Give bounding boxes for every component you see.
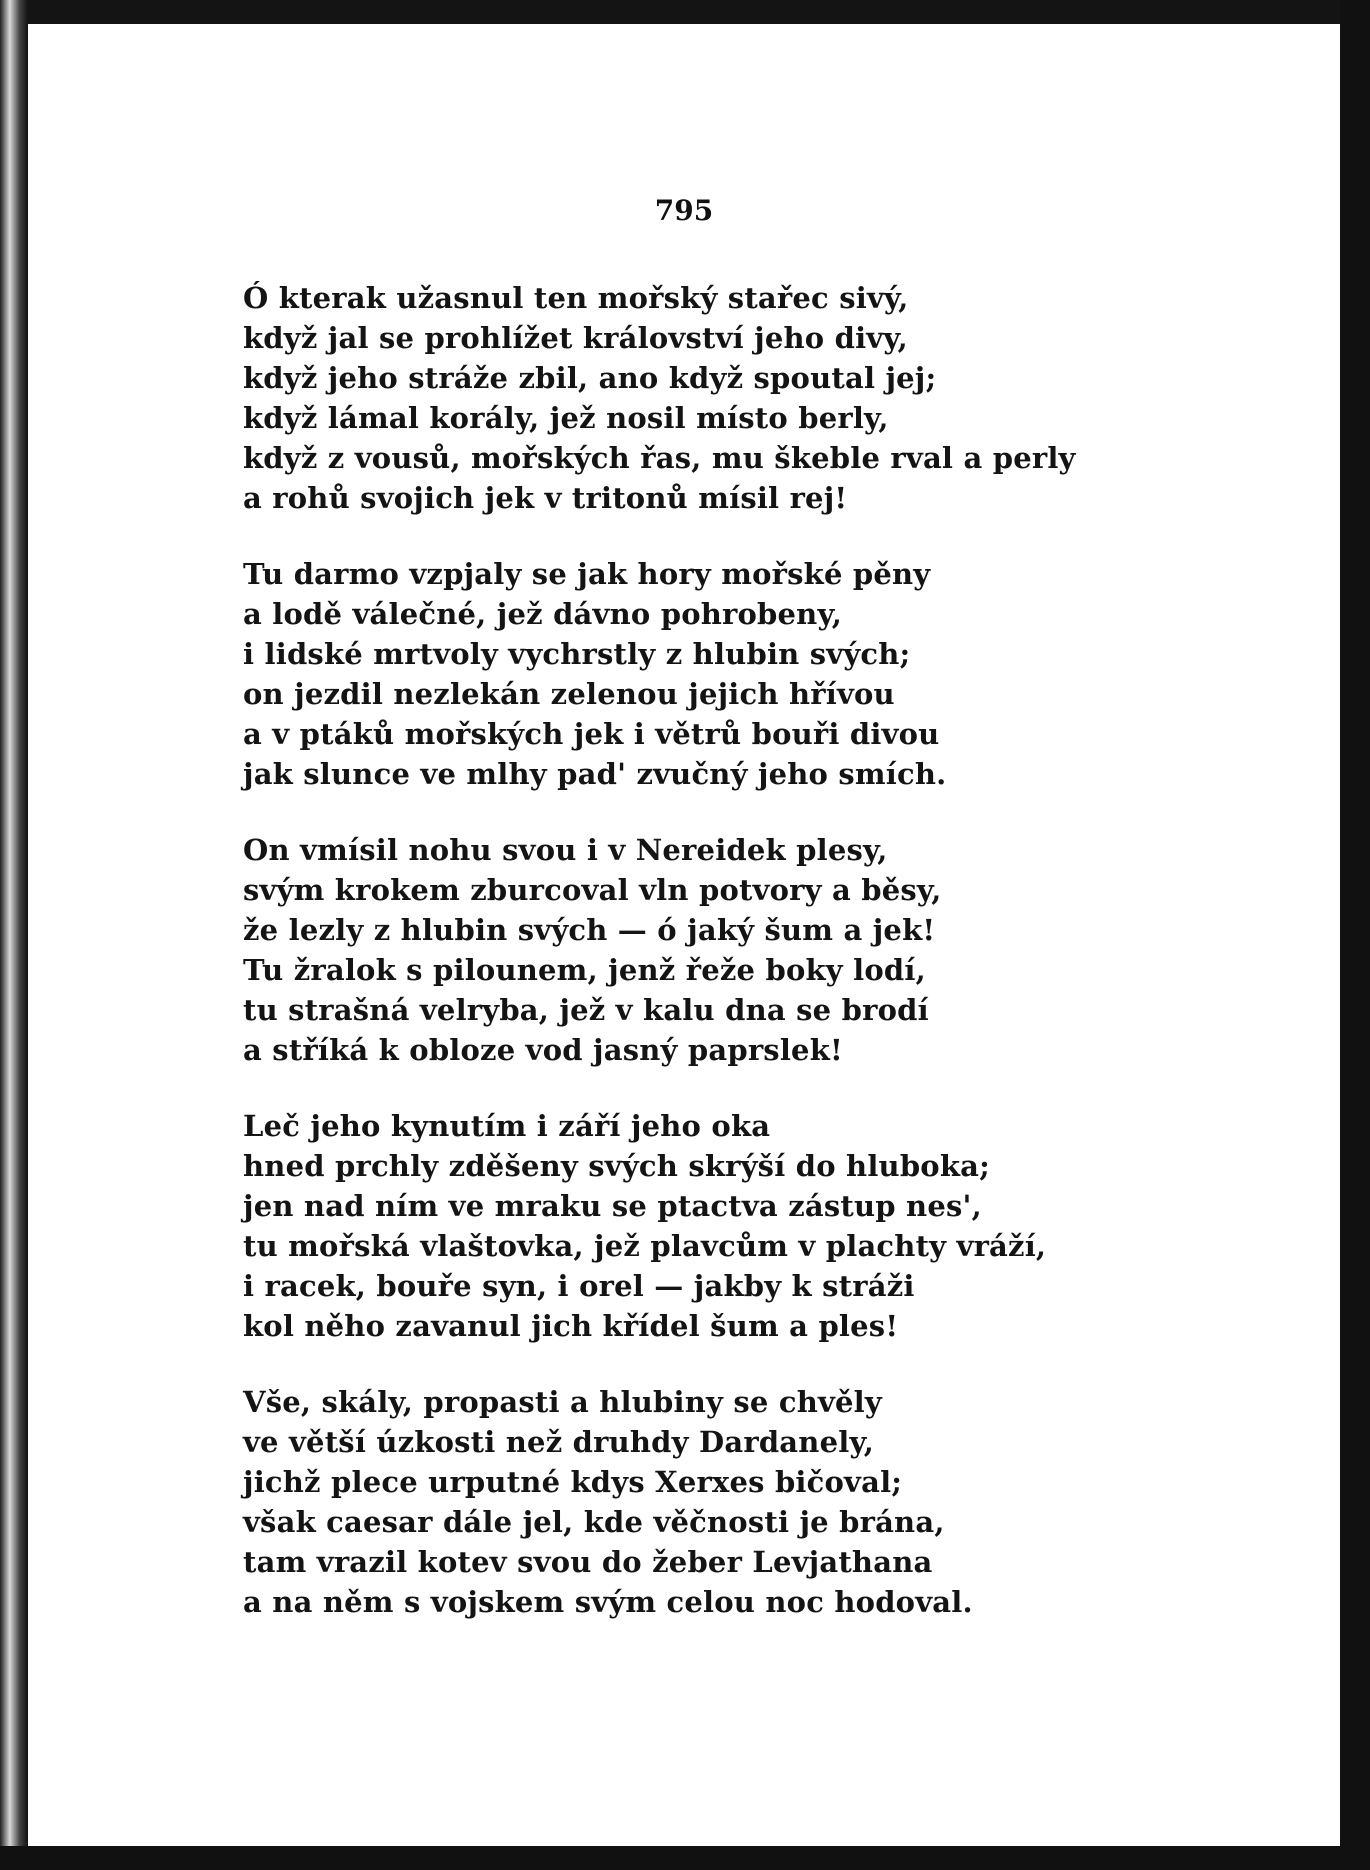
poem-line: i lidské mrtvoly vychrstly z hlubin svých; [243,637,911,671]
poem-line: a lodě válečné, jež dávno pohrobeny, [243,597,843,631]
poem-line: tam vrazil kotev svou do žeber Levjathana [243,1545,933,1579]
poem-line: svým krokem zburcoval vln potvory a běsy, [243,873,942,907]
stanza [243,554,1103,794]
poem-line: že lezly z hlubin svých — ó jaký šum a jek! [243,913,936,947]
book-page [28,24,1340,1846]
poem-line: jichž plece urputné kdys Xerxes bičoval; [243,1465,903,1499]
poem-line: on jezdil nezlekán zelenou jejich hřívou [243,677,895,711]
poem-line: když jal se prohlížet království jeho divy, [243,321,908,355]
poem-line: jak slunce ve mlhy pad' zvučný jeho smích. [243,757,947,791]
poem-line: Vše, skály, propasti a hlubiny se chvěly [243,1385,882,1419]
poem-line: Leč jeho kynutím i září jeho oka [243,1109,771,1143]
poem-line: když lámal korály, jež nosil místo berly, [243,401,889,435]
scan-bottom-edge [0,1846,1370,1870]
poem-line: a v ptáků mořských jek i větrů bouři divou [243,717,940,751]
poem-line: hned prchly zděšeny svých skrýší do hluboka; [243,1149,991,1183]
poem-line: Tu darmo vzpjaly se jak hory mořské pěny [243,557,931,591]
poem-body [243,278,1103,1658]
stanza [243,278,1103,518]
stanza [243,1382,1103,1622]
poem-line: však caesar dále jel, kde věčnosti je brána, [243,1505,945,1539]
page-number: 795 [654,194,714,227]
poem-line: ve větší úzkosti než druhdy Dardanely, [243,1425,875,1459]
stanza [243,830,1103,1070]
poem-line: a stříká k obloze vod jasný paprslek! [243,1033,843,1067]
poem-line: tu mořská vlaštovka, jež plavcům v plachty vráží, [243,1229,1047,1263]
poem-line: kol něho zavanul jich křídel šum a ples! [243,1309,899,1343]
poem-line: Ó kterak užasnul ten mořský stařec sivý, [243,281,909,315]
poem-line: a na něm s vojskem svým celou noc hodoval. [243,1585,973,1619]
poem-line: jen nad ním ve mraku se ptactva zástup nes', [243,1189,982,1223]
poem-line: a rohů svojich jek v tritonů mísil rej! [243,481,848,515]
stanza [243,1106,1103,1346]
poem-line: Tu žralok s pilounem, jenž řeže boky lodí, [243,953,926,987]
poem-line: když jeho stráže zbil, ano když spoutal jej; [243,361,937,395]
poem-line: On vmísil nohu svou i v Nereidek plesy, [243,833,888,867]
poem-line: i racek, bouře syn, i orel — jakby k stráži [243,1269,915,1303]
poem-line: tu strašná velryba, jež v kalu dna se brodí [243,993,929,1027]
scan-left-edge [0,0,28,1870]
poem-line: když z vousů, mořských řas, mu škeble rval a perly [243,441,1076,475]
scan-right-edge [1340,0,1370,1870]
